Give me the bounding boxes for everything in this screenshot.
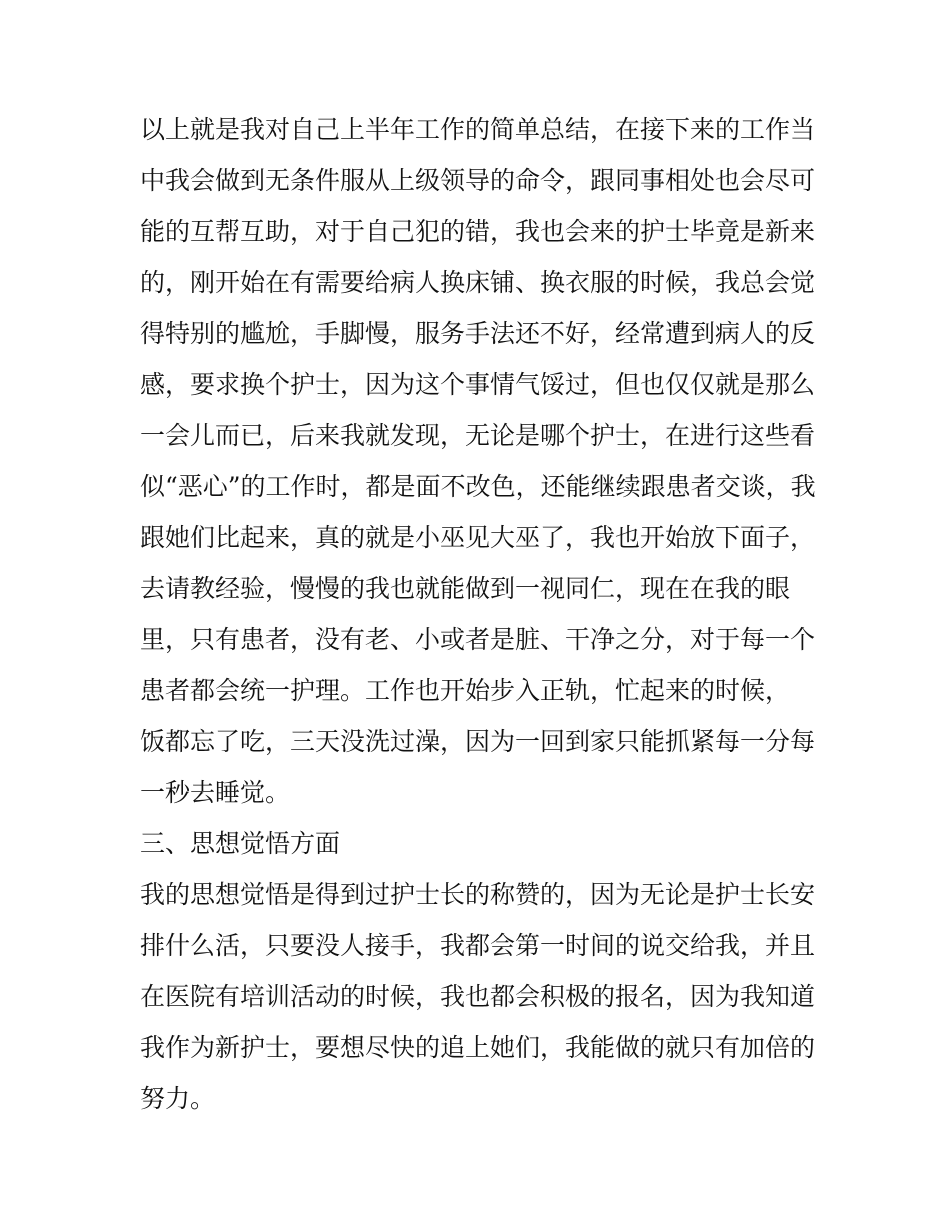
paragraph-line: 去请教经验，慢慢的我也就能做到一视同仁，现在在我的眼 xyxy=(140,574,791,603)
paragraph-line: 饭都忘了吃，三天没洗过澡，因为一回到家只能抓紧每一分每 xyxy=(140,727,816,756)
paragraph-line: 的，刚开始在有需要给病人换床铺、换衣服的时候，我总会觉 xyxy=(140,268,816,297)
paragraph-line: 患者都会统一护理。工作也开始步入正轨，忙起来的时候， xyxy=(140,676,791,705)
paragraph-line: 努力。 xyxy=(140,1084,216,1113)
paragraph-line: 能的互帮互助，对于自己犯的错，我也会来的护士毕竟是新来 xyxy=(140,217,816,246)
paragraph-ideology xyxy=(140,869,820,1124)
section-heading: 三、思想觉悟方面 xyxy=(140,829,341,858)
paragraph-line: 跟她们比起来，真的就是小巫见大巫了，我也开始放下面子， xyxy=(140,523,816,552)
paragraph-line: 感，要求换个护士，因为这个事情气馁过，但也仅仅就是那么 xyxy=(140,370,816,399)
paragraph-line: 我作为新护士，要想尽快的追上她们，我能做的就只有加倍的 xyxy=(140,1033,816,1062)
paragraph-line: 在医院有培训活动的时候，我也都会积极的报名，因为我知道 xyxy=(140,982,816,1011)
paragraph-line: 得特别的尴尬，手脚慢，服务手法还不好，经常遭到病人的反 xyxy=(140,319,816,348)
paragraph-summary xyxy=(140,104,820,818)
paragraph-line: 排什么活，只要没人接手，我都会第一时间的说交给我，并且 xyxy=(140,931,816,960)
paragraph-line: 我的思想觉悟是得到过护士长的称赞的，因为无论是护士长安 xyxy=(140,880,816,909)
paragraph-line: 里，只有患者，没有老、小或者是脏、干净之分，对于每一个 xyxy=(140,625,816,654)
paragraph-line: 中我会做到无条件服从上级领导的命令，跟同事相处也会尽可 xyxy=(140,166,816,195)
paragraph-line: 以上就是我对自己上半年工作的简单总结，在接下来的工作当 xyxy=(140,115,816,144)
paragraph-line: 似“恶心”的工作时，都是面不改色，还能继续跟患者交谈，我 xyxy=(140,472,816,501)
document-body xyxy=(140,104,820,1124)
paragraph-line: 一会儿而已，后来我就发现，无论是哪个护士，在进行这些看 xyxy=(140,421,816,450)
paragraph-line: 一秒去睡觉。 xyxy=(140,778,291,807)
